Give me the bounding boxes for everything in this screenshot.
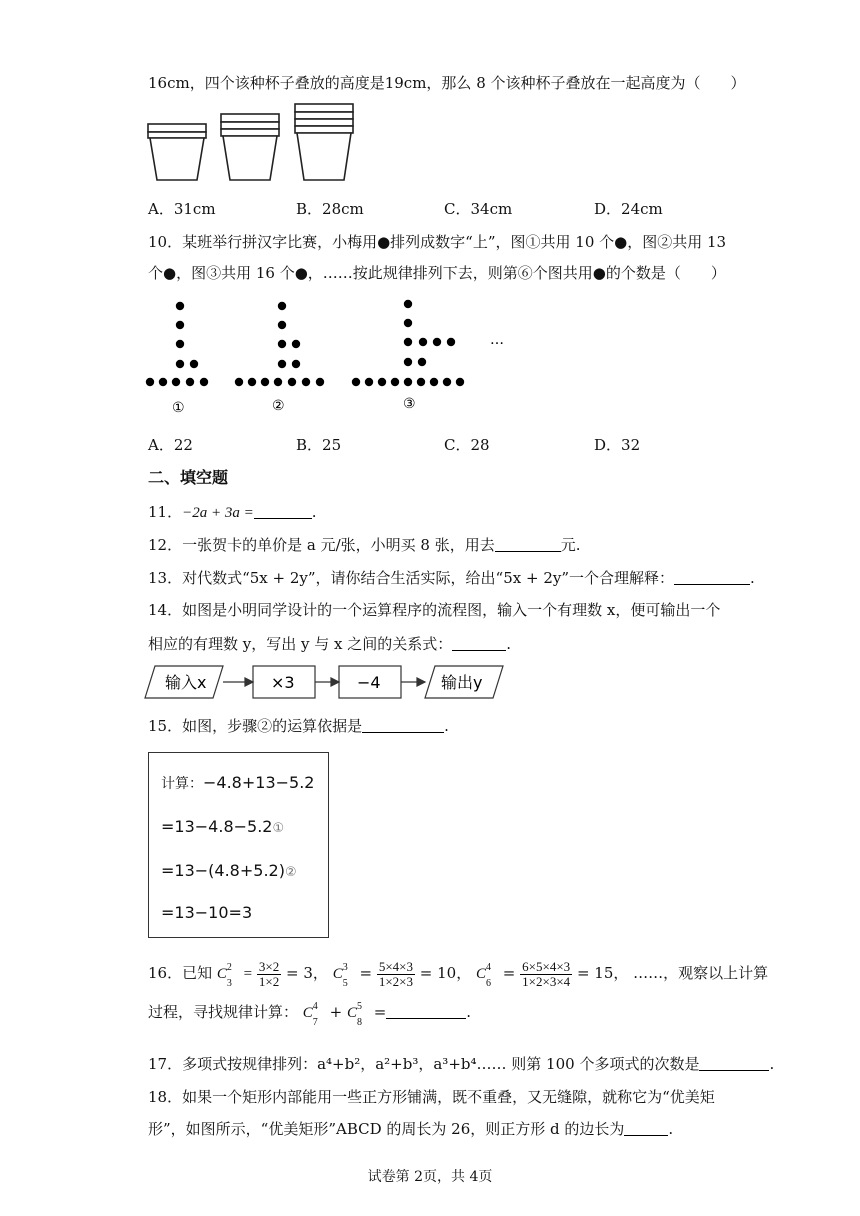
arrow-head [331,678,339,686]
q17-text: 17．多项式按规律排列：a⁴+b²，a²+b³，a³+b⁴…… 则第 100 个多项式的次数是 [148,1055,700,1073]
answer-blank[interactable] [699,1056,769,1071]
q12-text: 12．一张贺卡的单价是 a 元/张，小明买 8 张，用去 [148,536,495,554]
q18-text-line2: 形”，如图所示，“优美矩形”ABCD 的周长为 26，则正方形 d 的边长为 [148,1120,625,1138]
cup-rim [221,122,279,129]
combination-symbol: C 4 6 [476,962,492,989]
figure-label-2: ② [272,398,285,414]
answer-blank[interactable] [386,1004,466,1019]
cup-rim [221,129,279,136]
calculation-box [148,752,329,938]
q17-end: . [769,1055,775,1073]
q11-expression: −2a + 3a = [182,505,254,521]
combination-symbol: C 3 5 [332,962,348,989]
q9-option-c: C．34cm [444,200,513,218]
q10-option-c: C．28 [444,436,490,454]
q14-text-line2: 相应的有理数 y，写出 y 与 x 之间的关系式： [148,635,453,653]
q16-prefix: 16．已知 [148,964,213,982]
q9-option-d: D．24cm [594,200,663,218]
calc-expression: −4.8+13−5.2 [203,773,315,792]
dot-figure-3 [352,300,464,386]
q11-number: 11． [148,503,183,521]
figure-label-1: ① [172,400,185,416]
q9-text-line: 16cm，四个该种杯子叠放的高度是19cm，那么 8 个该种杯子叠放在一起高度为（ ） [148,74,746,92]
answer-blank[interactable] [674,570,750,585]
calc-line-1 [161,773,314,793]
q10-option-b: B．25 [296,436,342,454]
q18-text-line1: 18．如果一个矩形内部能用一些正方形铺满，既不重叠，又无缝隙，就称它为“优美矩 [148,1088,715,1106]
cup-body [150,138,204,180]
combination-symbol: C 2 3 [216,962,232,989]
dot-figure-2 [235,302,324,386]
q13 [148,568,755,588]
answer-blank[interactable] [254,504,312,519]
cup-body [297,133,351,180]
q16-text-line2: 过程，寻找规律计算： [148,1003,299,1021]
calc-line-3 [161,861,297,880]
calc-step: =13−10=3 [161,903,253,922]
q9-option-b: B．28cm [296,200,364,218]
q13-text: 13．对代数式“5x + 2y”，请你结合生活实际，给出“5x + 2y”一个合理解释： [148,569,675,587]
plus-sign: + [329,1003,343,1021]
calc-label: 计算： [161,776,203,792]
q13-end: . [750,569,755,587]
step-marker: ② [284,865,297,880]
q16-result: = 15， [576,964,629,982]
q16-end: . [466,1003,472,1021]
q16-suffix: ……，观察以上计算 [633,964,769,982]
q10-option-d: D．32 [594,436,641,454]
q14-line2 [148,634,511,654]
cup-rim [221,114,279,122]
q17 [148,1054,774,1074]
q18-line2 [148,1119,673,1139]
q12-end: 元. [560,536,581,554]
q14-text-line1: 14．如图是小明同学设计的一个运算程序的流程图，输入一个有理数 x，便可输出一个 [148,601,721,619]
flow-multiply-label: ×3 [271,673,295,692]
cup-rim [295,119,353,126]
cup-body [223,136,277,180]
q14-end: . [506,635,512,653]
dot-figure-1 [146,302,208,386]
fraction: $\frac{6\times 5\times 4\times 3}{1\times 2\times 3\times 4}$ [522,958,571,989]
q15 [148,716,449,736]
fraction: $\frac{5\times 4\times 3}{1\times 2\times 3}$ [378,958,414,989]
q10-option-a: A．22 [148,436,193,454]
flow-output-label: 输出y [441,673,483,692]
flow-subtract-label: −4 [357,673,381,692]
fraction: $\frac{3\times 2}{1\times 2}$ [258,958,280,989]
q10-text-line2: 个●，图③共用 16 个●，……按此规律排列下去，则第⑥个图共用●的个数是（ ） [148,264,726,282]
cup-rim [295,112,353,119]
calc-line-4 [161,903,252,922]
q16-line1: 16．已知 C 2 3 = $\frac{3\times 2}{1\times 2}$ = 3， C 3 5 = $\frac{5\times 4\times 3}{1\times 2\times 3}$ = 10， C 4 6 = $\frac{6\times 5\times 4\times 3}{1\times 2\times 3\times 4}$ = 15， ……，观察以上计算 [148,958,769,989]
answer-blank[interactable] [624,1121,668,1136]
page-footer: 试卷第 2页，共 4页 [367,1169,493,1185]
cup-rim [295,104,353,112]
dot-pattern-figure [140,290,520,420]
arrow-head [245,678,253,686]
answer-blank[interactable] [495,537,561,552]
equals-sign: = [373,1003,387,1021]
answer-blank[interactable] [362,718,444,733]
cups-figure [145,100,360,188]
q16-result: = 10， [419,964,472,982]
q11 [148,502,317,523]
q11-end: . [311,503,317,521]
q10-text-line1: 10．某班举行拼汉字比赛，小梅用●排列成数字“上”，图①共用 10 个●，图②共用 13 [148,233,727,251]
answer-blank[interactable] [452,636,506,651]
q15-text: 15．如图，步骤②的运算依据是 [148,717,363,735]
combination-symbol: C 4 7 [302,1001,318,1028]
calc-step: =13−(4.8+5.2) [161,861,285,880]
q16-result: = 3， [286,964,328,982]
section-heading: 二、填空题 [148,468,229,487]
cup-rim [295,126,353,133]
q16-line2 [148,1001,472,1028]
flow-input-label: 输入x [165,673,207,692]
calc-step: =13−4.8−5.2 [161,817,273,836]
flow-chart [143,664,508,702]
step-marker: ① [272,821,285,836]
arrow-head [417,678,425,686]
cup-rim [148,132,206,138]
calc-line-2 [161,817,284,836]
figure-label-3: ③ [403,396,416,412]
q9-option-a: A．31cm [148,200,216,218]
q18-end: . [668,1120,674,1138]
cup-rim [148,124,206,132]
q12 [148,535,580,555]
combination-symbol: C 5 8 [346,1001,362,1028]
figure-ellipsis: … [490,332,504,348]
q15-end: . [444,717,449,735]
